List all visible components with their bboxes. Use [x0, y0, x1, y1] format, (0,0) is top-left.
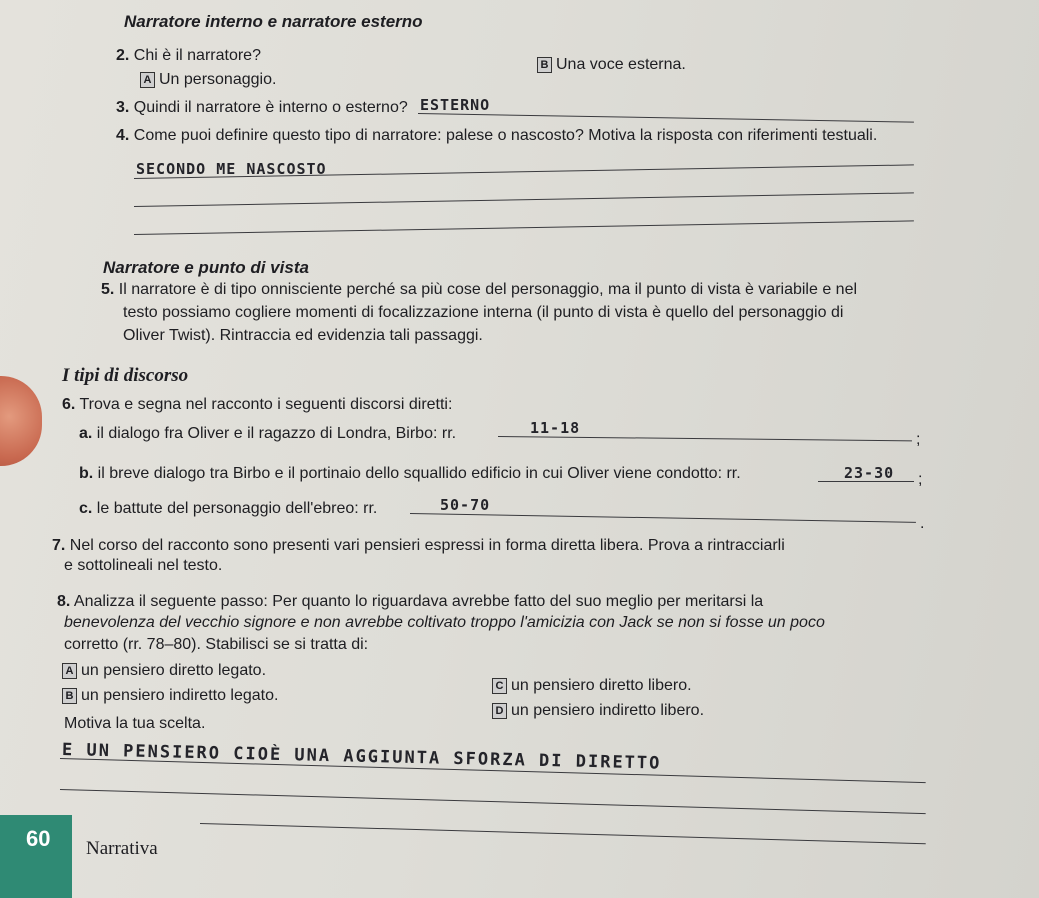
page-number: 60 [26, 826, 51, 851]
section-title-discorso: I tipi di discorso [62, 365, 189, 386]
section-title-narratore: Narratore interno e narratore esterno [124, 12, 423, 31]
option-key: A [62, 663, 77, 679]
question-text: Trova e segna nel racconto i seguenti discorsi diretti: [79, 396, 453, 413]
answer-line [200, 823, 926, 844]
answer-6c[interactable]: 50-70 [440, 496, 491, 514]
question-number: 8. [57, 593, 71, 610]
option-d[interactable] [492, 702, 704, 720]
question-text: Quindi il narratore è interno o esterno? [133, 99, 408, 116]
question-text: Chi è il narratore? [133, 47, 261, 64]
item-key: b. [79, 465, 94, 482]
question-6 [62, 396, 452, 414]
item-key: a. [79, 425, 93, 442]
answer-6a[interactable]: 11-18 [530, 419, 581, 437]
item-text: le battute del personaggio dell'ebreo: rr. [96, 500, 378, 517]
option-key: C [492, 678, 507, 694]
option-b[interactable] [62, 687, 278, 705]
question-number: 7. [52, 537, 66, 554]
option-b[interactable] [537, 56, 686, 74]
answer-line [134, 220, 914, 235]
question-4 [116, 127, 877, 145]
option-label: un pensiero diretto libero. [511, 677, 692, 694]
option-label: Un personaggio. [159, 71, 277, 88]
option-label: Una voce esterna. [556, 56, 686, 73]
motiva-label: Motiva la tua scelta. [64, 715, 206, 732]
option-a[interactable] [140, 71, 276, 89]
question-number: 3. [116, 99, 130, 116]
question-6a [79, 425, 456, 443]
item-key: c. [79, 500, 93, 517]
question-line: Nel corso del racconto sono presenti vari pensieri espressi in forma diretta libera. Prova a rintracciarli [69, 537, 785, 554]
question-number: 4. [116, 127, 130, 144]
question-2 [116, 47, 261, 65]
question-5 [101, 281, 857, 299]
option-key: A [140, 72, 155, 88]
question-6c [79, 500, 377, 518]
answer-line [134, 192, 914, 207]
punctuation: ; [918, 471, 923, 488]
answer-4[interactable]: SECONDO ME NASCOSTO [136, 160, 327, 178]
punctuation: . [920, 515, 925, 532]
option-key: B [537, 57, 552, 73]
punctuation: ; [916, 431, 921, 448]
answer-line [498, 436, 912, 441]
section-title-punto-di-vista: Narratore e punto di vista [103, 258, 309, 277]
thumb [0, 376, 42, 466]
option-label: un pensiero indiretto libero. [511, 702, 705, 719]
option-key: B [62, 688, 77, 704]
item-text: il breve dialogo tra Birbo e il portinaio dello squallido edificio in cui Oliver viene condotto: rr. [97, 465, 741, 482]
answer-6b[interactable]: 23-30 [844, 464, 895, 482]
answer-line [818, 481, 914, 482]
question-7-line-2: e sottolineali nel testo. [64, 557, 223, 574]
question-3 [116, 99, 408, 117]
question-text: Come puoi definire questo tipo di narratore: palese o nascosto? Motiva la risposta con riferimenti testuali. [133, 127, 878, 144]
answer-line [418, 113, 914, 123]
option-label: un pensiero diretto legato. [81, 662, 267, 679]
answer-3[interactable]: ESTERNO [420, 96, 491, 114]
option-c[interactable] [492, 677, 692, 695]
answer-line [410, 513, 916, 523]
question-line: Il narratore è di tipo onnisciente perché sa più cose del personaggio, ma il punto di vista è variabile e nel [118, 281, 858, 298]
question-number: 2. [116, 47, 130, 64]
question-number: 5. [101, 281, 115, 298]
answer-8[interactable]: E UN PENSIERO CIOÈ UNA AGGIUNTA SFORZA DI DIRETTO [61, 740, 662, 774]
option-a[interactable] [62, 662, 266, 680]
question-6b [79, 465, 741, 483]
question-8-line-3: corretto (rr. 78–80). Stabilisci se si tratta di: [64, 636, 369, 653]
question-number: 6. [62, 396, 76, 413]
question-5-line-2: testo possiamo cogliere momenti di focalizzazione interna (il punto di vista è quello del personaggio di [123, 304, 844, 321]
question-8-line-2: benevolenza del vecchio signore e non avrebbe coltivato troppo l'amicizia con Jack se non si fosse un poco [64, 614, 825, 631]
answer-line [60, 789, 926, 814]
option-key: D [492, 703, 507, 719]
item-text: il dialogo fra Oliver e il ragazzo di Londra, Birbo: rr. [96, 425, 457, 442]
footer-title: Narrativa [86, 838, 158, 859]
question-line: Analizza il seguente passo: Per quanto lo riguardava avrebbe fatto del suo meglio per meritarsi la [73, 593, 764, 610]
question-8 [57, 593, 763, 611]
option-label: un pensiero indiretto legato. [81, 687, 279, 704]
question-5-line-3: Oliver Twist). Rintraccia ed evidenzia tali passaggi. [123, 327, 483, 344]
question-7 [52, 537, 785, 555]
